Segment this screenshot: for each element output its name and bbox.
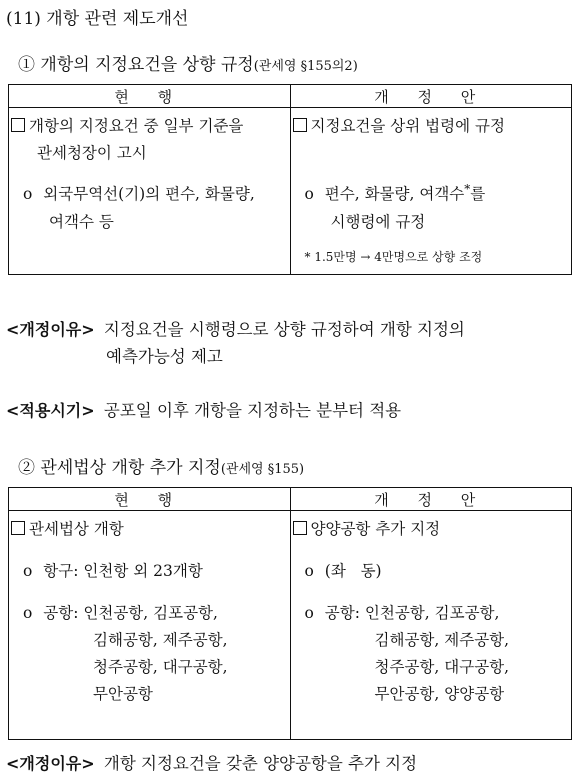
timing-label: <적용시기> [6,401,95,420]
item1-current-box-line1: 개항의 지정요건 중 일부 기준을 [29,117,244,135]
reason-label: <개정이유> [6,320,95,339]
item1-title-text: ① 개항의 지정요건을 상향 규정 [18,55,254,75]
item1-comparison-table [8,84,572,275]
item2-current-airport-line3: 청주공항, 대구공항, [93,658,228,676]
section-title: (11) 개항 관련 제도개선 [6,9,189,29]
checkbox-icon [11,118,25,132]
reason-label: <개정이유> [6,754,95,773]
item1-proposed-bullet-line2: 시행령에 규정 [330,213,426,231]
item2-proposed-airport-line4: 무안공항, 양양공항 [374,685,505,703]
item1-header-current: 현 행 [9,85,291,108]
item1-reason-line2: 예측가능성 제고 [106,347,223,366]
item2-current-port-line: 항구: 인천항 외 23개항 [43,562,203,580]
item1-timing [6,397,401,421]
item2-comparison-table [8,487,572,740]
item2-current-airport-line2: 김해공항, 제주공항, [93,631,228,649]
item2-ref: (관세영 §155) [220,462,305,477]
bullet-icon: ο [304,185,314,204]
item1-timing-text: 공포일 이후 개항을 지정하는 분부터 적용 [103,401,402,420]
item1-reason-line1: 지정요건을 시행령으로 상향 규정하여 개항 지정의 [103,320,465,339]
item2-reason-text: 개항 지정요건을 갖춘 양양공항을 추가 지정 [103,754,418,773]
bullet-icon: ο [304,604,314,622]
bullet-icon: ο [23,562,33,580]
item1-proposed-cell [290,108,572,275]
item1-proposed-box-line1: 지정요건을 상위 법령에 규정 [310,117,505,135]
item2-proposed-cell [290,511,572,740]
item2-proposed-airport-line2: 김해공항, 제주공항, [374,631,510,649]
item1-current-cell [9,108,291,275]
item2-current-airport-line4: 무안공항 [93,685,153,703]
item2-reason [6,750,417,774]
bullet-icon: ο [23,185,33,203]
bullet-icon: ο [23,604,33,622]
item1-proposed-bullet-line1-end: 를 [470,185,486,204]
item1-current-bullet-line2: 여객수 등 [49,213,114,231]
item2-current-port-item [23,559,203,581]
item1-title [18,50,358,75]
checkbox-icon [293,118,307,132]
item1-proposed-bullet-item [305,182,486,204]
item1-reason [6,316,465,340]
checkbox-icon [11,521,25,535]
item1-current-bullet-line1: 외국무역선(기)의 편수, 화물량, [43,185,255,203]
item2-current-airport-item [23,601,218,623]
item2-proposed-box-line1: 양양공항 추가 지정 [310,520,441,538]
item2-current-cell [9,511,291,740]
item1-proposed-box-item [293,114,505,136]
item2-proposed-airport-item [305,601,500,623]
item1-current-box-item [11,114,243,136]
item2-proposed-port-item [305,559,382,581]
item1-ref: (관세영 §155의2) [253,59,358,74]
item2-proposed-airport-line1: 공항: 인천공항, 김포공항, [324,604,500,622]
item2-current-box-item [11,517,124,539]
bullet-icon: ο [304,562,314,580]
item1-current-bullet-item [23,182,255,204]
item2-title-text: ② 관세법상 개항 추가 지정 [18,458,221,478]
item1-proposed-note: * 1.5만명 → 4만명으로 상향 조정 [304,250,483,264]
item1-proposed-bullet-line1: 편수, 화물량, 여객수 [324,185,465,204]
item1-current-box-line2: 관세청장이 고시 [37,144,147,162]
item2-proposed-port-line: (좌 동) [324,562,382,580]
item2-header-current: 현 행 [9,488,291,511]
item2-title [18,453,304,478]
item2-proposed-box-item [293,517,441,539]
checkbox-icon [293,521,307,535]
item2-proposed-airport-line3: 청주공항, 대구공항, [374,658,510,676]
item2-current-airport-line1: 공항: 인천공항, 김포공항, [43,604,218,622]
item2-header-proposed: 개 정 안 [290,488,572,511]
item2-current-box-line1: 관세법상 개항 [29,520,124,538]
item1-header-proposed: 개 정 안 [290,85,572,108]
footnote-mark: * [464,182,471,196]
